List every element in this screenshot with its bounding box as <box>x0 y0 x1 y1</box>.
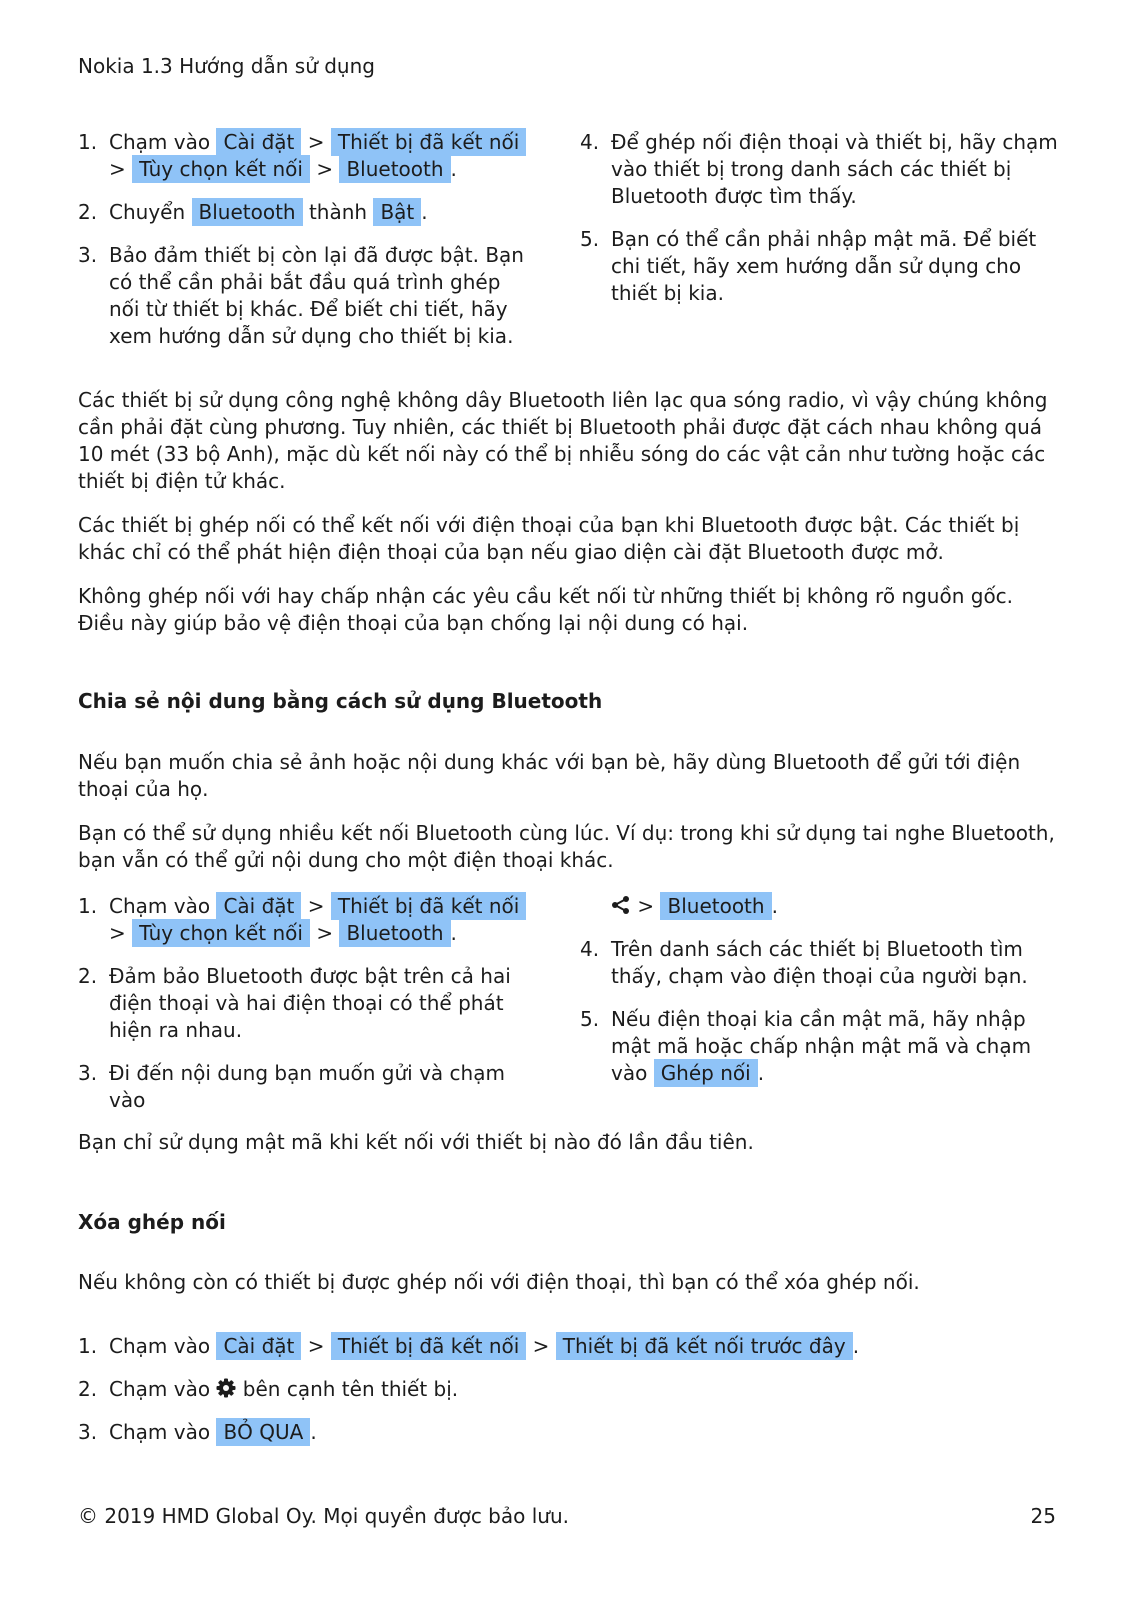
list-item: 5. Nếu điện thoại kia cần mật mã, hãy nhập mật mã hoặc chấp nhận mật mã và chạm vào Ghép nối . <box>580 1007 1032 1085</box>
list-item: 1. Chạm vào Cài đặt > Thiết bị đã kết nối > Thiết bị đã kết nối trước đây . <box>78 1334 860 1358</box>
pairing-steps-right <box>548 129 1058 366</box>
share-icon[interactable] <box>611 895 631 915</box>
list-item: 4. Trên danh sách các thiết bị Bluetooth tìm thấy, chạm vào điện thoại của người bạn. <box>580 937 1028 988</box>
connected-devices-chip[interactable]: Thiết bị đã kết nối <box>331 1332 526 1360</box>
share-steps <box>78 893 1058 1130</box>
connected-devices-chip[interactable]: Thiết bị đã kết nối <box>331 892 526 920</box>
page-number: 25 <box>1030 1504 1056 1528</box>
pairing-steps-left <box>78 129 548 366</box>
list-item: 3. Đi đến nội dung bạn muốn gửi và chạm vào <box>78 1061 505 1112</box>
section-heading-unpair: Xóa ghép nối <box>78 1210 226 1234</box>
footer-copyright: © 2019 HMD Global Oy. Mọi quyền được bảo lưu. <box>78 1504 569 1528</box>
list-item: 2. Đảm bảo Bluetooth được bật trên cả hai điện thoại và hai điện thoại có thể phát hiện ra nhau. <box>78 964 511 1042</box>
list-item: 4. Để ghép nối điện thoại và thiết bị, hãy chạm vào thiết bị trong danh sách các thiết bị Bluetooth được tìm thấy. <box>580 130 1058 208</box>
connection-options-chip[interactable]: Tùy chọn kết nối <box>132 919 310 947</box>
unpair-intro <box>78 1269 1058 1313</box>
paragraph: Các thiết bị sử dụng công nghệ không dây Bluetooth liên lạc qua sóng radio, vì vậy chúng không cần phải đặt cùng phương. Tuy nhiên, các thiết bị Bluetooth phải được đặt cách nhau không quá 10 mét (33 bộ Anh), mặc dù kết nối này có thể bị nhiễu sóng do các vật cản như tường hoặc các thiết bị điện tử khác. <box>78 388 1048 493</box>
previously-connected-devices-chip[interactable]: Thiết bị đã kết nối trước đây <box>556 1332 853 1360</box>
bluetooth-chip[interactable]: Bluetooth <box>339 155 450 183</box>
skip-chip[interactable]: BỎ QUA <box>216 1418 310 1446</box>
list-item: 2. Chạm vào bên cạnh tên thiết bị. <box>78 1377 459 1401</box>
pairing-steps <box>78 129 1058 366</box>
list-item: 1. Chạm vào Cài đặt > Thiết bị đã kết nối > Tùy chọn kết nối > Bluetooth . <box>78 893 534 947</box>
paragraph: Nếu không còn có thiết bị được ghép nối với điện thoại, thì bạn có thể xóa ghép nối. <box>78 1270 920 1294</box>
connection-options-chip[interactable]: Tùy chọn kết nối <box>132 155 310 183</box>
bluetooth-info-paragraphs <box>78 387 1058 654</box>
settings-chip[interactable]: Cài đặt <box>216 128 301 156</box>
section-heading-share: Chia sẻ nội dung bằng cách sử dụng Bluetooth <box>78 689 603 713</box>
settings-chip[interactable]: Cài đặt <box>216 1332 301 1360</box>
page-header: Nokia 1.3 Hướng dẫn sử dụng <box>78 54 375 78</box>
unpair-steps <box>78 1333 1058 1462</box>
share-intro <box>78 749 1058 891</box>
list-item: 3. Chạm vào BỎ QUA . <box>78 1420 317 1444</box>
paragraph: Bạn có thể sử dụng nhiều kết nối Bluetooth cùng lúc. Ví dụ: trong khi sử dụng tai nghe Bluetooth, bạn vẫn có thể gửi nội dung cho một điện thoại khác. <box>78 821 1055 872</box>
list-item: 2. Chuyển Bluetooth thành Bật . <box>78 200 428 224</box>
share-steps-right <box>548 893 1058 1130</box>
paragraph: Không ghép nối với hay chấp nhận các yêu cầu kết nối từ những thiết bị không rõ nguồn gốc. Điều này giúp bảo vệ điện thoại của bạn chống lại nội dung có hại. <box>78 584 1014 635</box>
list-item: 5. Bạn có thể cần phải nhập mật mã. Để biết chi tiết, hãy xem hướng dẫn sử dụng cho thiết bị kia. <box>580 227 1037 305</box>
pair-chip[interactable]: Ghép nối <box>654 1059 758 1087</box>
settings-chip[interactable]: Cài đặt <box>216 892 301 920</box>
list-item: 1. Chạm vào Cài đặt > Thiết bị đã kết nối > Tùy chọn kết nối > Bluetooth . <box>78 129 534 183</box>
connected-devices-chip[interactable]: Thiết bị đã kết nối <box>331 128 526 156</box>
paragraph: Bạn chỉ sử dụng mật mã khi kết nối với thiết bị nào đó lần đầu tiên. <box>78 1130 754 1154</box>
bluetooth-chip[interactable]: Bluetooth <box>660 892 771 920</box>
on-chip[interactable]: Bật <box>373 198 421 226</box>
share-outro <box>78 1129 1058 1173</box>
paragraph: Các thiết bị ghép nối có thể kết nối với điện thoại của bạn khi Bluetooth được bật. Các thiết bị khác chỉ có thể phát hiện điện thoại của bạn nếu giao diện cài đặt Bluetooth được mở. <box>78 513 1020 564</box>
gear-icon[interactable] <box>216 1378 236 1398</box>
step-3-continuation: > Bluetooth . <box>580 893 1058 920</box>
bluetooth-chip[interactable]: Bluetooth <box>339 919 450 947</box>
bluetooth-chip[interactable]: Bluetooth <box>192 198 303 226</box>
list-item: 3. Bảo đảm thiết bị còn lại đã được bật. Bạn có thể cần phải bắt đầu quá trình ghép nối từ thiết bị khác. Để biết chi tiết, hãy xem hướng dẫn sử dụng cho thiết bị kia. <box>78 243 524 348</box>
paragraph: Nếu bạn muốn chia sẻ ảnh hoặc nội dung khác với bạn bè, hãy dùng Bluetooth để gửi tới điện thoại của họ. <box>78 750 1021 801</box>
share-steps-left <box>78 893 548 1130</box>
